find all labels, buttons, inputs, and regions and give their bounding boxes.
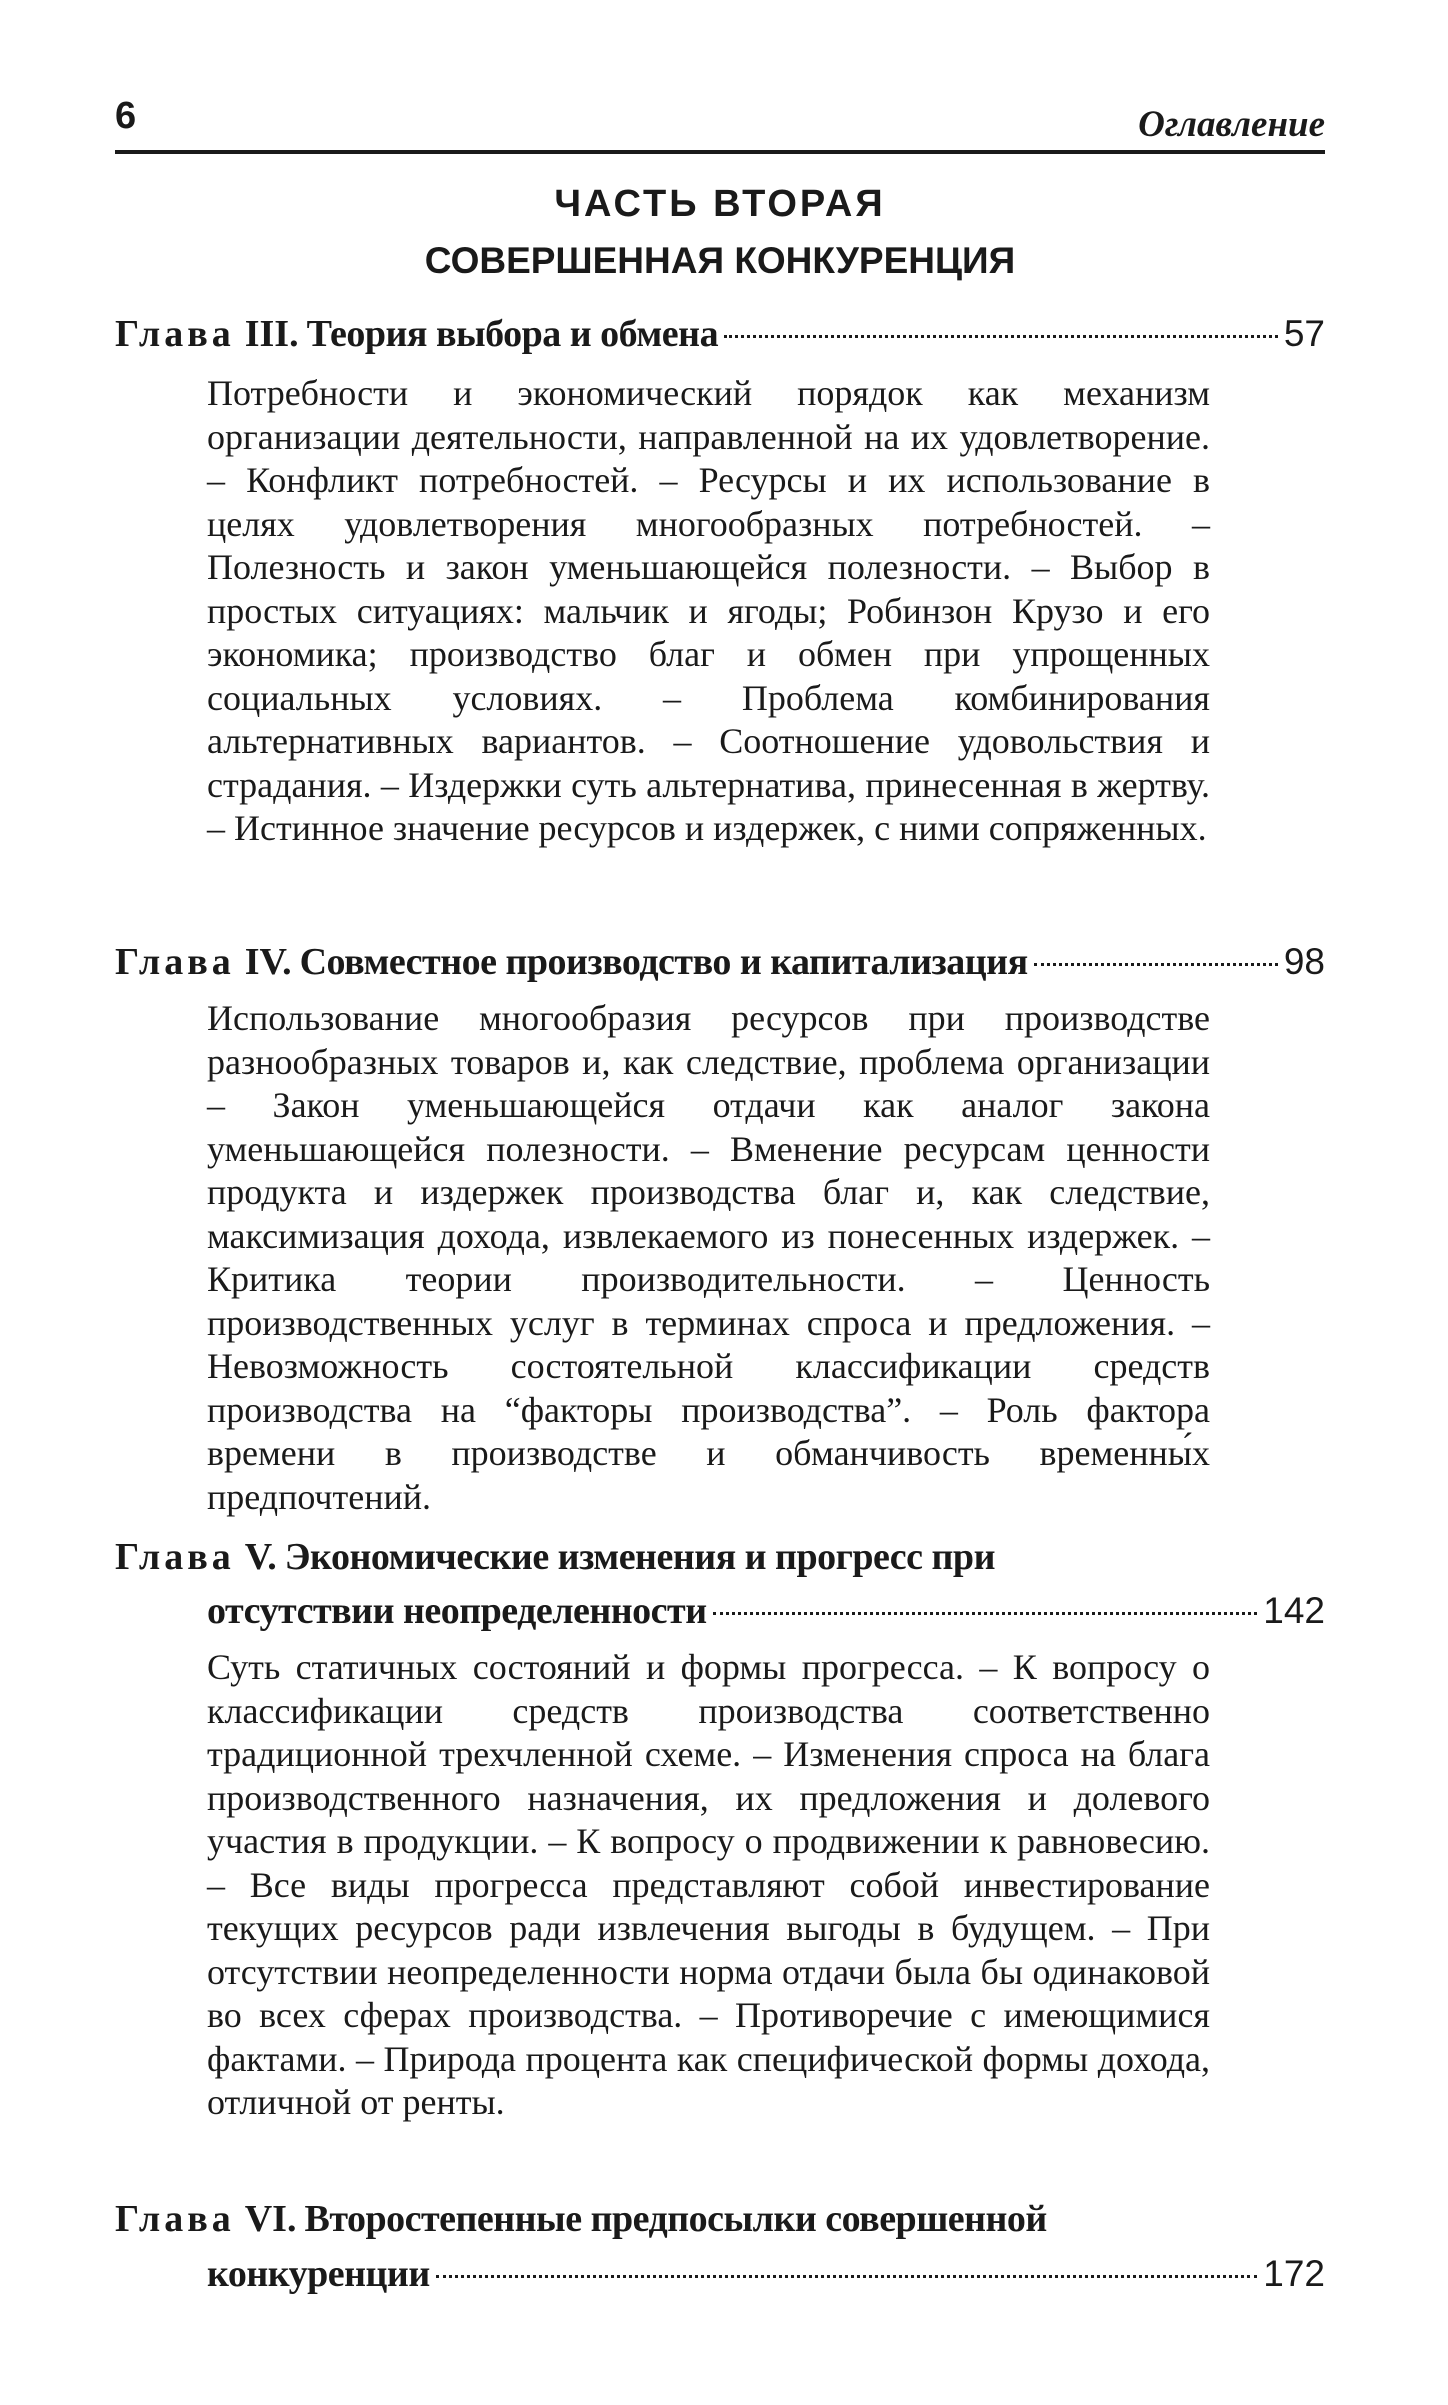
chapter-label: Глава bbox=[115, 1536, 235, 1578]
part-label: ЧАСТЬ ВТОРАЯ bbox=[554, 183, 886, 225]
toc-entry-chapter-5-cont[interactable] bbox=[207, 1589, 1325, 1633]
page-number: 6 bbox=[115, 95, 137, 137]
toc-entry-chapter-5[interactable] bbox=[115, 1535, 1325, 1579]
chapter-description: Суть статичных состояний и формы прогресса. – К вопросу о классификации средств производства соответственно традиционной трехчленной схеме. – Изменения спроса на блага производственного назначения, их предложения и долевого участия в продукции. – К вопросу о продвижении к равновесию. – Все виды прогресса представляют собой инвестирование текущих ресурсов ради извлечения выгоды в будущем. – При отсутствии неопределенности норма отдачи была бы одинаковой во всех сферах производства. – Противоречие с имеющимися фактами. – Природа процента как специфической формы дохода, отличной от ренты. bbox=[207, 1647, 1210, 2122]
chapter-label: Глава bbox=[115, 2198, 235, 2240]
toc-entry-chapter-6[interactable] bbox=[115, 2197, 1325, 2241]
chapter-title-continuation: отсутствии неопределенности bbox=[207, 1590, 707, 1632]
header-rule bbox=[115, 150, 1325, 154]
dot-leader bbox=[713, 1612, 1258, 1615]
chapter-label: Глава bbox=[115, 313, 235, 355]
chapter-description: Потребности и экономический порядок как механизм организации деятельности, направленной на их удовлетворение. – Конфликт потребностей. – Ресурсы и их использование в целях удовлетворения многообразных потребностей. – Полезность и закон уменьшающейся полезности. – Выбор в простых ситуациях: мальчик и ягоды; Робинзон Крузо и его экономика; производство благ и обмен при упрощенных социальных условиях. – Проблема комбинирования альтернативных вариантов. – Соотношение удовольствия и страдания. – Издержки суть альтернатива, принесенная в жертву. – Истинное значение ресурсов и издержек, с ними сопряженных. bbox=[207, 373, 1210, 848]
dot-leader bbox=[1034, 963, 1278, 966]
page-header bbox=[115, 95, 1325, 155]
chapter-number: IV. bbox=[244, 941, 292, 983]
toc-entry-chapter-6-cont[interactable] bbox=[207, 2252, 1325, 2296]
dot-leader bbox=[436, 2275, 1258, 2278]
chapter-page: 98 bbox=[1283, 941, 1325, 982]
running-title: Оглавление bbox=[1138, 104, 1325, 145]
chapter-page: 57 bbox=[1283, 313, 1325, 354]
chapter-label: Глава bbox=[115, 941, 235, 983]
part-title: СОВЕРШЕННАЯ КОНКУРЕНЦИЯ bbox=[424, 240, 1016, 281]
chapter-page: 172 bbox=[1263, 2253, 1325, 2294]
toc-entry-chapter-3[interactable] bbox=[115, 312, 1325, 356]
chapter-title: Экономические изменения и прогресс при bbox=[284, 1536, 995, 1578]
chapter-number: III. bbox=[244, 313, 299, 355]
chapter-title-continuation: конкуренции bbox=[207, 2253, 430, 2295]
chapter-number: VI. bbox=[244, 2198, 297, 2240]
toc-entry-chapter-4[interactable] bbox=[115, 940, 1325, 984]
chapter-page: 142 bbox=[1263, 1590, 1325, 1631]
chapter-title: Теория выбора и обмена bbox=[306, 313, 719, 355]
chapter-title: Второстепенные предпосылки совершенной bbox=[304, 2198, 1047, 2240]
chapter-title: Совместное производство и капитализация bbox=[299, 941, 1028, 983]
chapter-number: V. bbox=[244, 1536, 277, 1578]
dot-leader bbox=[724, 335, 1278, 338]
chapter-description: Использование многообразия ресурсов при производстве разнообразных товаров и, как следствие, проблема организации – Закон уменьшающейся отдачи как аналог закона уменьшающейся полезности. – Вменение ресурсам ценности продукта и издержек производства благ и, как следствие, максимизация дохода, извлекаемого из понесенных издержек. – Критика теории производительности. – Ценность производственных услуг в терминах спроса и предложения. – Невозможность состоятельной классификации средств производства на “факторы производства”. – Роль фактора времени в производстве и обманчивость временны́х предпочтений. bbox=[207, 998, 1210, 1517]
